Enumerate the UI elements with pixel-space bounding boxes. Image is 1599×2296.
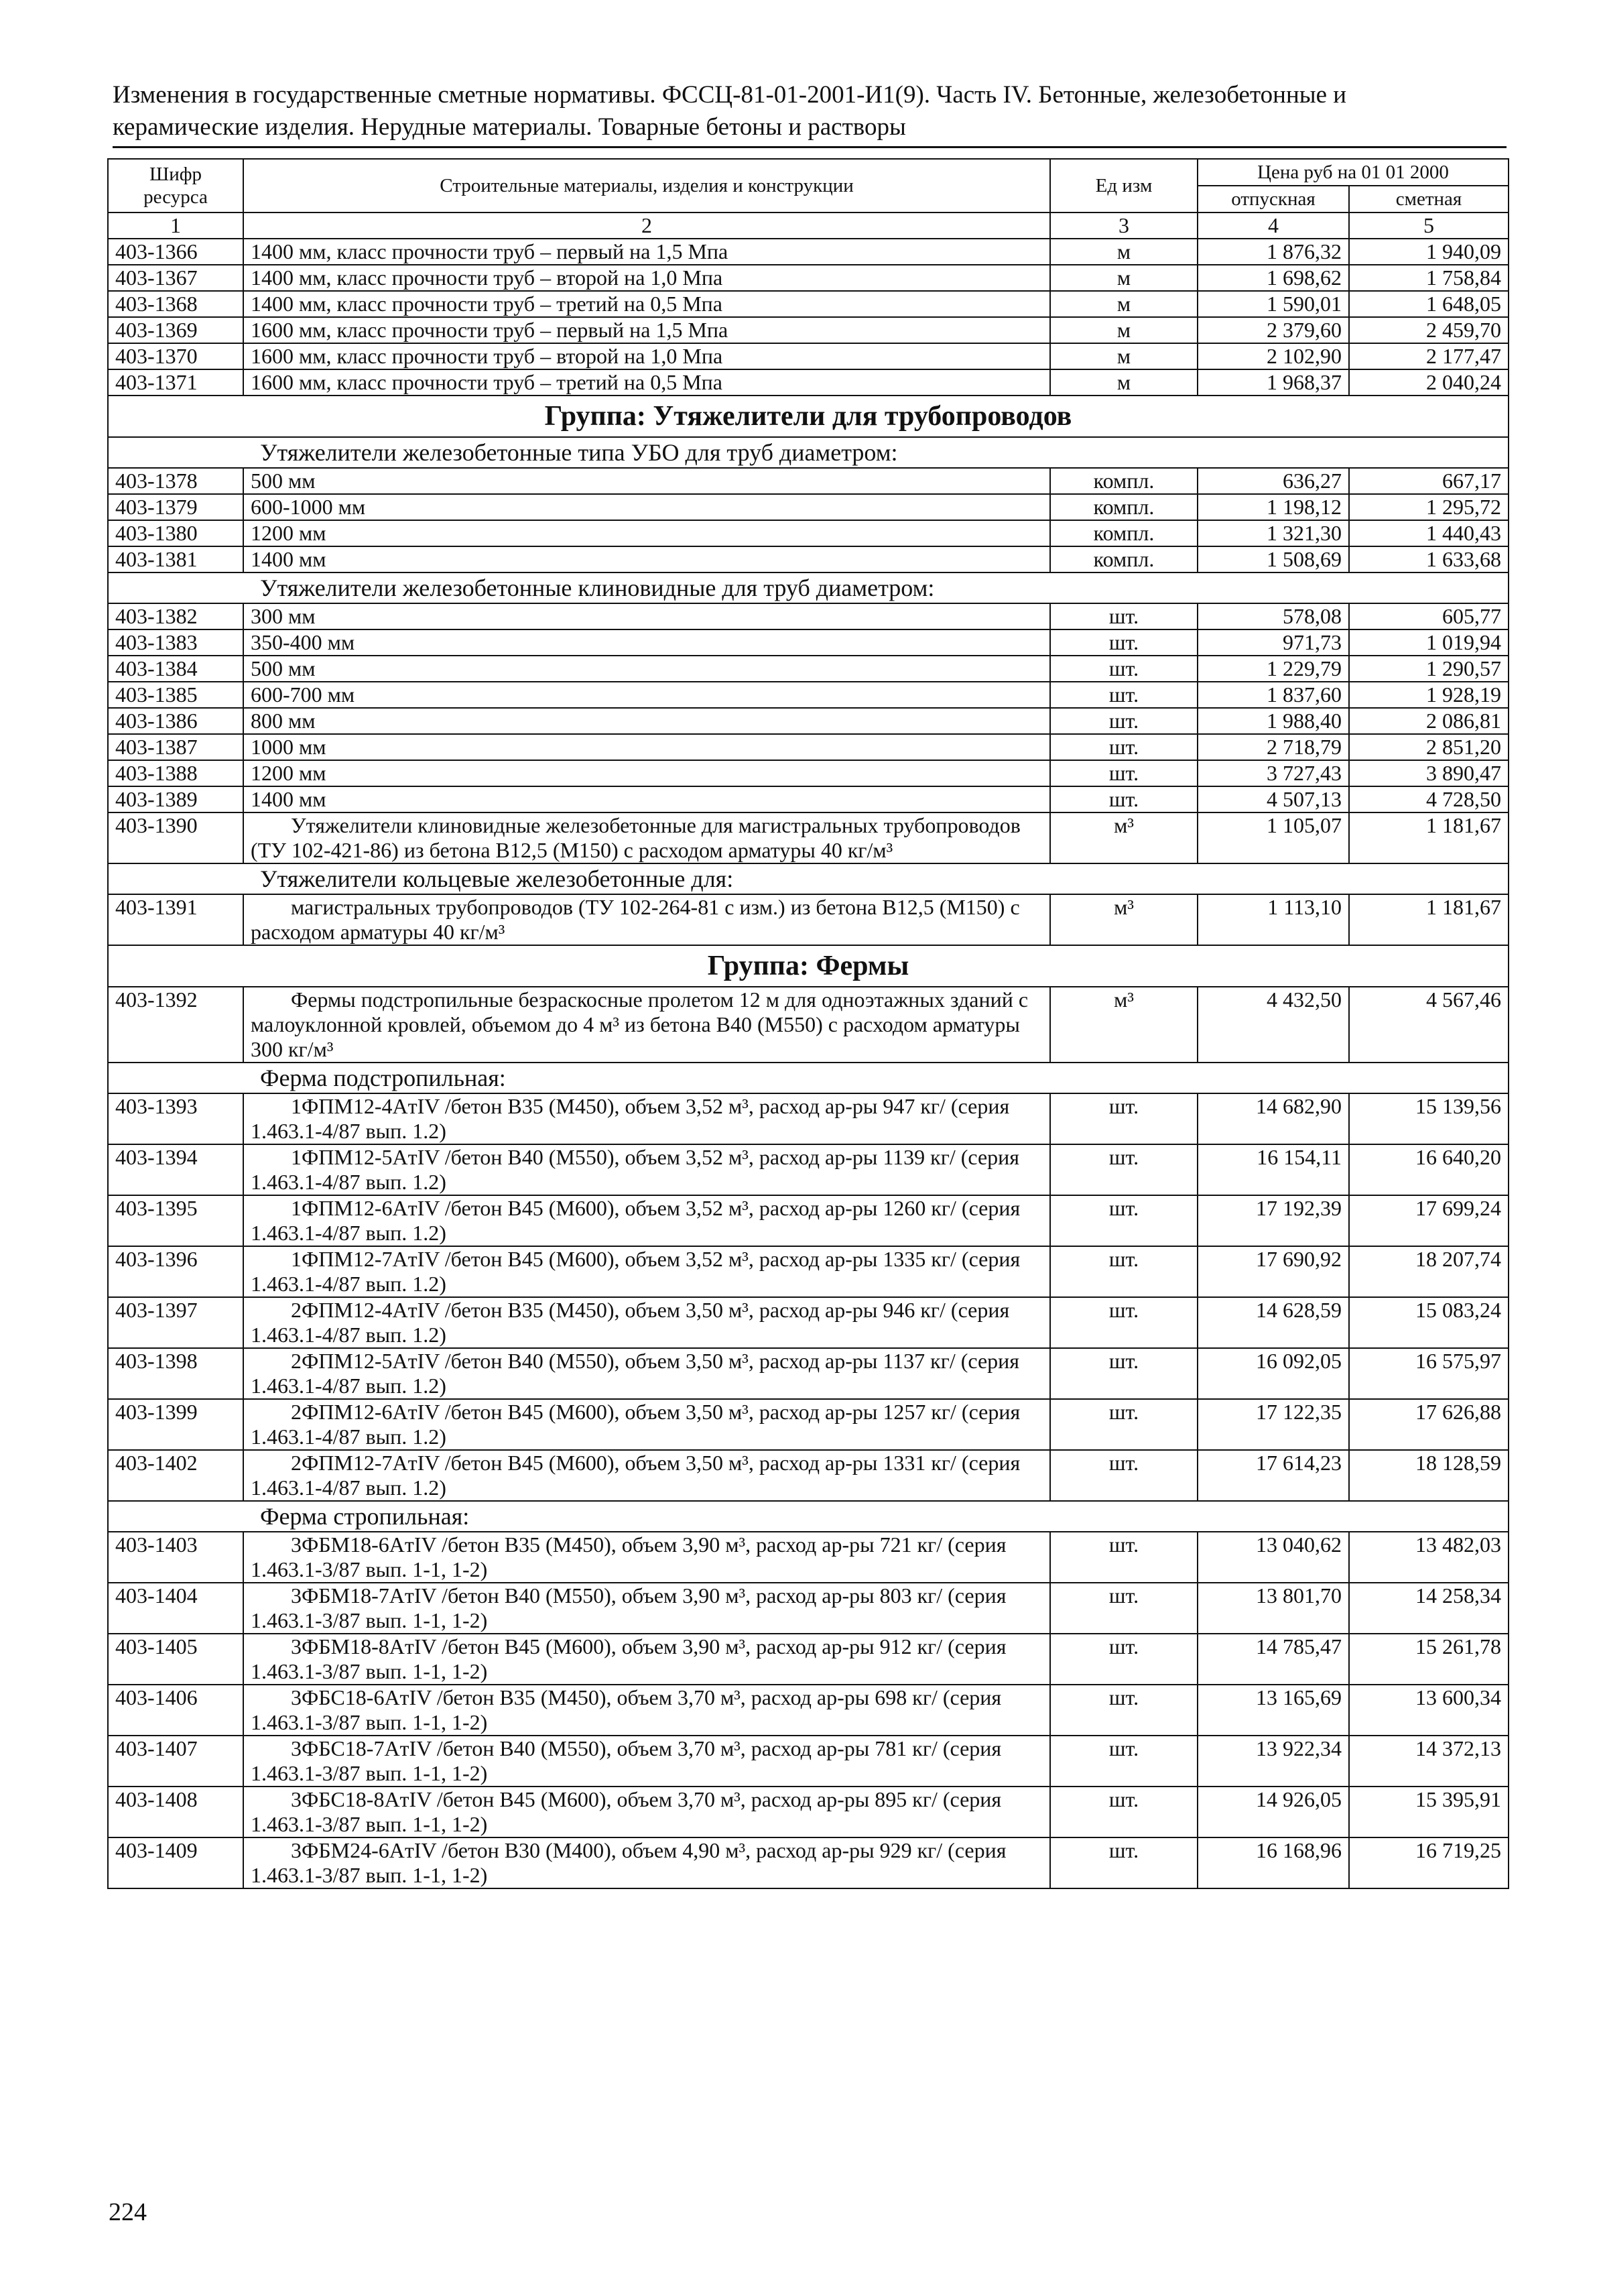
price-table (107, 158, 1509, 1889)
table-row (108, 603, 1509, 629)
estimate-price: 15 261,78 (1349, 1634, 1509, 1685)
resource-code: 403-1388 (108, 760, 243, 786)
table-row (108, 1297, 1509, 1348)
release-price: 2 379,60 (1198, 317, 1349, 343)
subgroup-title: Ферма стропильная: (108, 1501, 1509, 1532)
unit-cell: шт. (1050, 1144, 1198, 1195)
release-price: 1 508,69 (1198, 546, 1349, 572)
resource-code: 403-1381 (108, 546, 243, 572)
release-price: 1 113,10 (1198, 894, 1349, 945)
item-description: 500 мм (243, 656, 1050, 682)
subgroup-title-row (108, 572, 1509, 603)
estimate-price: 1 290,57 (1349, 656, 1509, 682)
table-row (108, 708, 1509, 734)
table-row (108, 239, 1509, 265)
unit-cell: шт. (1050, 1685, 1198, 1736)
unit-cell: шт. (1050, 1787, 1198, 1837)
release-price: 17 192,39 (1198, 1195, 1349, 1246)
item-description: 1400 мм, класс прочности труб – первый на 1,5 Мпа (243, 239, 1050, 265)
unit-cell: м (1050, 343, 1198, 369)
group-title: Группа: Фермы (108, 945, 1509, 987)
release-price: 636,27 (1198, 468, 1349, 494)
estimate-price: 2 040,24 (1349, 369, 1509, 396)
resource-code: 403-1385 (108, 682, 243, 708)
subgroup-title: Ферма подстропильная: (108, 1063, 1509, 1093)
item-description: 500 мм (243, 468, 1050, 494)
resource-code: 403-1392 (108, 987, 243, 1063)
header-line-2: керамические изделия. Нерудные материалы. Товарные бетоны и растворы (113, 113, 906, 141)
resource-code: 403-1368 (108, 291, 243, 317)
resource-code: 403-1409 (108, 1837, 243, 1888)
unit-cell: шт. (1050, 1634, 1198, 1685)
estimate-price: 1 181,67 (1349, 812, 1509, 863)
table-row (108, 1685, 1509, 1736)
estimate-price: 2 177,47 (1349, 343, 1509, 369)
estimate-price: 2 851,20 (1349, 734, 1509, 760)
unit-cell: шт. (1050, 1736, 1198, 1787)
resource-code: 403-1384 (108, 656, 243, 682)
release-price: 17 614,23 (1198, 1450, 1349, 1501)
table-row (108, 520, 1509, 546)
estimate-price: 2 459,70 (1349, 317, 1509, 343)
estimate-price: 18 207,74 (1349, 1246, 1509, 1297)
subgroup-title-row (108, 863, 1509, 894)
table-row (108, 1348, 1509, 1399)
item-description: Фермы подстропильные безраскосные пролетом 12 м для одноэтажных зданий с малоуклонной кровлей, объемом до 4 м³ из бетона В40 (М550) с расходом арматуры 300 кг/м³ (243, 987, 1050, 1063)
resource-code: 403-1397 (108, 1297, 243, 1348)
col-number: 5 (1349, 213, 1509, 239)
item-description: 1400 мм (243, 546, 1050, 572)
estimate-price: 1 758,84 (1349, 265, 1509, 291)
release-price: 1 876,32 (1198, 239, 1349, 265)
table-row (108, 629, 1509, 656)
table-row (108, 760, 1509, 786)
unit-cell: шт. (1050, 1532, 1198, 1583)
item-description: 350-400 мм (243, 629, 1050, 656)
unit-cell: шт. (1050, 1399, 1198, 1450)
item-description: 1600 мм, класс прочности труб – первый на 1,5 Мпа (243, 317, 1050, 343)
release-price: 14 682,90 (1198, 1093, 1349, 1144)
item-description: Утяжелители клиновидные железобетонные для магистральных трубопроводов (ТУ 102-421-86) из бетона В12,5 (М150) с расходом арматуры 40 кг/м³ (243, 812, 1050, 863)
resource-code: 403-1407 (108, 1736, 243, 1787)
unit-cell: м (1050, 265, 1198, 291)
resource-code: 403-1389 (108, 786, 243, 812)
table-row (108, 682, 1509, 708)
resource-code: 403-1386 (108, 708, 243, 734)
table-row (108, 1787, 1509, 1837)
item-description: 600-700 мм (243, 682, 1050, 708)
col-header-name: Строительные материалы, изделия и конструкции (243, 159, 1050, 213)
release-price: 4 432,50 (1198, 987, 1349, 1063)
subgroup-title: Утяжелители железобетонные клиновидные для труб диаметром: (108, 572, 1509, 603)
unit-cell: шт. (1050, 682, 1198, 708)
col-number: 4 (1198, 213, 1349, 239)
release-price: 14 926,05 (1198, 1787, 1349, 1837)
estimate-price: 15 395,91 (1349, 1787, 1509, 1837)
estimate-price: 14 372,13 (1349, 1736, 1509, 1787)
unit-cell: шт. (1050, 786, 1198, 812)
table-row (108, 369, 1509, 396)
col-header-estimate-price: сметная (1349, 186, 1509, 213)
item-description: 1600 мм, класс прочности труб – второй на 1,0 Мпа (243, 343, 1050, 369)
release-price: 578,08 (1198, 603, 1349, 629)
estimate-price: 16 719,25 (1349, 1837, 1509, 1888)
item-description: 3ФБМ24-6AтIV /бетон В30 (М400), объем 4,90 м³, расход ар-ры 929 кг/ (серия 1.463.1-3/87 вып. 1-1, 1-2) (243, 1837, 1050, 1888)
estimate-price: 1 440,43 (1349, 520, 1509, 546)
subgroup-title: Утяжелители кольцевые железобетонные для: (108, 863, 1509, 894)
release-price: 1 321,30 (1198, 520, 1349, 546)
unit-cell: шт. (1050, 1195, 1198, 1246)
table-row (108, 317, 1509, 343)
group-title-row (108, 945, 1509, 987)
unit-cell: компл. (1050, 546, 1198, 572)
header-line-1: Изменения в государственные сметные нормативы. ФССЦ-81-01-2001-И1(9). Часть IV. Бетонные, железобетонные и (113, 81, 1347, 109)
release-price: 17 122,35 (1198, 1399, 1349, 1450)
unit-cell: шт. (1050, 1583, 1198, 1634)
release-price: 1 988,40 (1198, 708, 1349, 734)
col-number: 1 (108, 213, 243, 239)
unit-cell: шт. (1050, 760, 1198, 786)
resource-code: 403-1404 (108, 1583, 243, 1634)
unit-cell: компл. (1050, 494, 1198, 520)
table-row (108, 494, 1509, 520)
item-description: 1400 мм (243, 786, 1050, 812)
estimate-price: 14 258,34 (1349, 1583, 1509, 1634)
estimate-price: 3 890,47 (1349, 760, 1509, 786)
estimate-price: 13 482,03 (1349, 1532, 1509, 1583)
unit-cell: м (1050, 291, 1198, 317)
estimate-price: 15 083,24 (1349, 1297, 1509, 1348)
estimate-price: 1 648,05 (1349, 291, 1509, 317)
table-row (108, 1246, 1509, 1297)
table-row (108, 1195, 1509, 1246)
release-price: 1 590,01 (1198, 291, 1349, 317)
table-row (108, 812, 1509, 863)
subgroup-title-row (108, 1501, 1509, 1532)
estimate-price: 1 295,72 (1349, 494, 1509, 520)
estimate-price: 18 128,59 (1349, 1450, 1509, 1501)
group-title-row (108, 396, 1509, 437)
estimate-price: 2 086,81 (1349, 708, 1509, 734)
release-price: 16 092,05 (1198, 1348, 1349, 1399)
unit-cell: м³ (1050, 894, 1198, 945)
estimate-price: 667,17 (1349, 468, 1509, 494)
release-price: 13 165,69 (1198, 1685, 1349, 1736)
estimate-price: 17 699,24 (1349, 1195, 1509, 1246)
col-header-unit: Ед изм (1050, 159, 1198, 213)
release-price: 13 922,34 (1198, 1736, 1349, 1787)
item-description: 600-1000 мм (243, 494, 1050, 520)
subgroup-title-row (108, 437, 1509, 468)
unit-cell: м (1050, 239, 1198, 265)
item-description: 2ФПМ12-7AтIV /бетон В45 (М600), объем 3,50 м³, расход ар-ры 1331 кг/ (серия 1.463.1-4/87 вып. 1.2) (243, 1450, 1050, 1501)
item-description: магистральных трубопроводов (ТУ 102-264-81 с изм.) из бетона В12,5 (М150) с расходом арматуры 40 кг/м³ (243, 894, 1050, 945)
release-price: 1 968,37 (1198, 369, 1349, 396)
item-description: 1ФПМ12-4AтIV /бетон В35 (М450), объем 3,52 м³, расход ар-ры 947 кг/ (серия 1.463.1-4/87 вып. 1.2) (243, 1093, 1050, 1144)
column-number-row (108, 213, 1509, 239)
table-row (108, 987, 1509, 1063)
item-description: 2ФПМ12-4AтIV /бетон В35 (М450), объем 3,50 м³, расход ар-ры 946 кг/ (серия 1.463.1-4/87 вып. 1.2) (243, 1297, 1050, 1348)
unit-cell: шт. (1050, 1246, 1198, 1297)
resource-code: 403-1371 (108, 369, 243, 396)
item-description: 1600 мм, класс прочности труб – третий на 0,5 Мпа (243, 369, 1050, 396)
release-price: 16 154,11 (1198, 1144, 1349, 1195)
resource-code: 403-1380 (108, 520, 243, 546)
release-price: 1 698,62 (1198, 265, 1349, 291)
item-description: 3ФБМ18-8AтIV /бетон В45 (М600), объем 3,90 м³, расход ар-ры 912 кг/ (серия 1.463.1-3/87 вып. 1-1, 1-2) (243, 1634, 1050, 1685)
unit-cell: шт. (1050, 734, 1198, 760)
unit-cell: шт. (1050, 1093, 1198, 1144)
item-description: 3ФБС18-8AтIV /бетон В45 (М600), объем 3,70 м³, расход ар-ры 895 кг/ (серия 1.463.1-3/87 вып. 1-1, 1-2) (243, 1787, 1050, 1837)
document-header (113, 79, 1507, 143)
item-description: 1ФПМ12-6AтIV /бетон В45 (М600), объем 3,52 м³, расход ар-ры 1260 кг/ (серия 1.463.1-4/87 вып. 1.2) (243, 1195, 1050, 1246)
table-row (108, 1837, 1509, 1888)
unit-cell: шт. (1050, 1348, 1198, 1399)
release-price: 971,73 (1198, 629, 1349, 656)
item-description: 1400 мм, класс прочности труб – второй на 1,0 Мпа (243, 265, 1050, 291)
resource-code: 403-1405 (108, 1634, 243, 1685)
estimate-price: 13 600,34 (1349, 1685, 1509, 1736)
unit-cell: компл. (1050, 468, 1198, 494)
unit-cell: компл. (1050, 520, 1198, 546)
table-row (108, 1093, 1509, 1144)
resource-code: 403-1396 (108, 1246, 243, 1297)
unit-cell: шт. (1050, 1450, 1198, 1501)
resource-code: 403-1382 (108, 603, 243, 629)
table-row (108, 786, 1509, 812)
table-row (108, 1532, 1509, 1583)
header-rule (113, 146, 1507, 148)
release-price: 14 628,59 (1198, 1297, 1349, 1348)
unit-cell: м (1050, 317, 1198, 343)
col-header-release-price: отпускная (1198, 186, 1349, 213)
estimate-price: 16 575,97 (1349, 1348, 1509, 1399)
resource-code: 403-1393 (108, 1093, 243, 1144)
resource-code: 403-1403 (108, 1532, 243, 1583)
table-row (108, 468, 1509, 494)
table-row (108, 343, 1509, 369)
item-description: 2ФПМ12-5AтIV /бетон В40 (М550), объем 3,50 м³, расход ар-ры 1137 кг/ (серия 1.463.1-4/87 вып. 1.2) (243, 1348, 1050, 1399)
col-header-code: Шифр ресурса (108, 159, 243, 213)
table-row (108, 1736, 1509, 1787)
estimate-price: 16 640,20 (1349, 1144, 1509, 1195)
release-price: 2 718,79 (1198, 734, 1349, 760)
estimate-price: 605,77 (1349, 603, 1509, 629)
resource-code: 403-1369 (108, 317, 243, 343)
unit-cell: шт. (1050, 656, 1198, 682)
item-description: 1400 мм, класс прочности труб – третий на 0,5 Мпа (243, 291, 1050, 317)
release-price: 1 198,12 (1198, 494, 1349, 520)
resource-code: 403-1408 (108, 1787, 243, 1837)
table-row (108, 265, 1509, 291)
table-row (108, 1634, 1509, 1685)
resource-code: 403-1402 (108, 1450, 243, 1501)
release-price: 16 168,96 (1198, 1837, 1349, 1888)
unit-cell: м³ (1050, 812, 1198, 863)
unit-cell: шт. (1050, 603, 1198, 629)
release-price: 13 801,70 (1198, 1583, 1349, 1634)
resource-code: 403-1406 (108, 1685, 243, 1736)
item-description: 1ФПМ12-5AтIV /бетон В40 (М550), объем 3,52 м³, расход ар-ры 1139 кг/ (серия 1.463.1-4/87 вып. 1.2) (243, 1144, 1050, 1195)
item-description: 1200 мм (243, 760, 1050, 786)
unit-cell: шт. (1050, 1297, 1198, 1348)
item-description: 1000 мм (243, 734, 1050, 760)
item-description: 3ФБС18-6AтIV /бетон В35 (М450), объем 3,70 м³, расход ар-ры 698 кг/ (серия 1.463.1-3/87 вып. 1-1, 1-2) (243, 1685, 1050, 1736)
unit-cell: шт. (1050, 1837, 1198, 1888)
estimate-price: 1 633,68 (1349, 546, 1509, 572)
table-row (108, 656, 1509, 682)
table-row (108, 1450, 1509, 1501)
resource-code: 403-1387 (108, 734, 243, 760)
col-number: 3 (1050, 213, 1198, 239)
resource-code: 403-1378 (108, 468, 243, 494)
resource-code: 403-1383 (108, 629, 243, 656)
release-price: 3 727,43 (1198, 760, 1349, 786)
table-row (108, 1399, 1509, 1450)
unit-cell: м (1050, 369, 1198, 396)
release-price: 1 229,79 (1198, 656, 1349, 682)
item-description: 2ФПМ12-6AтIV /бетон В45 (М600), объем 3,50 м³, расход ар-ры 1257 кг/ (серия 1.463.1-4/87 вып. 1.2) (243, 1399, 1050, 1450)
resource-code: 403-1399 (108, 1399, 243, 1450)
col-header-price: Цена руб на 01 01 2000 (1198, 159, 1509, 186)
table-row (108, 1144, 1509, 1195)
item-description: 300 мм (243, 603, 1050, 629)
resource-code: 403-1379 (108, 494, 243, 520)
release-price: 2 102,90 (1198, 343, 1349, 369)
resource-code: 403-1398 (108, 1348, 243, 1399)
subgroup-title-row (108, 1063, 1509, 1093)
item-description: 3ФБМ18-7AтIV /бетон В40 (М550), объем 3,90 м³, расход ар-ры 803 кг/ (серия 1.463.1-3/87 вып. 1-1, 1-2) (243, 1583, 1050, 1634)
release-price: 1 105,07 (1198, 812, 1349, 863)
release-price: 17 690,92 (1198, 1246, 1349, 1297)
group-title: Группа: Утяжелители для трубопроводов (108, 396, 1509, 437)
estimate-price: 1 019,94 (1349, 629, 1509, 656)
unit-cell: м³ (1050, 987, 1198, 1063)
resource-code: 403-1394 (108, 1144, 243, 1195)
resource-code: 403-1370 (108, 343, 243, 369)
estimate-price: 1 181,67 (1349, 894, 1509, 945)
estimate-price: 15 139,56 (1349, 1093, 1509, 1144)
resource-code: 403-1395 (108, 1195, 243, 1246)
estimate-price: 1 928,19 (1349, 682, 1509, 708)
release-price: 4 507,13 (1198, 786, 1349, 812)
table-row (108, 734, 1509, 760)
estimate-price: 4 567,46 (1349, 987, 1509, 1063)
release-price: 13 040,62 (1198, 1532, 1349, 1583)
table-row (108, 291, 1509, 317)
table-row (108, 894, 1509, 945)
item-description: 800 мм (243, 708, 1050, 734)
estimate-price: 1 940,09 (1349, 239, 1509, 265)
unit-cell: шт. (1050, 629, 1198, 656)
resource-code: 403-1366 (108, 239, 243, 265)
item-description: 3ФБС18-7AтIV /бетон В40 (М550), объем 3,70 м³, расход ар-ры 781 кг/ (серия 1.463.1-3/87 вып. 1-1, 1-2) (243, 1736, 1050, 1787)
release-price: 1 837,60 (1198, 682, 1349, 708)
page-number: 224 (109, 2198, 147, 2226)
unit-cell: шт. (1050, 708, 1198, 734)
resource-code: 403-1367 (108, 265, 243, 291)
table-row (108, 546, 1509, 572)
resource-code: 403-1391 (108, 894, 243, 945)
estimate-price: 17 626,88 (1349, 1399, 1509, 1450)
item-description: 1200 мм (243, 520, 1050, 546)
resource-code: 403-1390 (108, 812, 243, 863)
estimate-price: 4 728,50 (1349, 786, 1509, 812)
item-description: 1ФПМ12-7AтIV /бетон В45 (М600), объем 3,52 м³, расход ар-ры 1335 кг/ (серия 1.463.1-4/87 вып. 1.2) (243, 1246, 1050, 1297)
table-row (108, 1583, 1509, 1634)
col-number: 2 (243, 213, 1050, 239)
release-price: 14 785,47 (1198, 1634, 1349, 1685)
subgroup-title: Утяжелители железобетонные типа УБО для труб диаметром: (108, 437, 1509, 468)
item-description: 3ФБМ18-6AтIV /бетон В35 (М450), объем 3,90 м³, расход ар-ры 721 кг/ (серия 1.463.1-3/87 вып. 1-1, 1-2) (243, 1532, 1050, 1583)
